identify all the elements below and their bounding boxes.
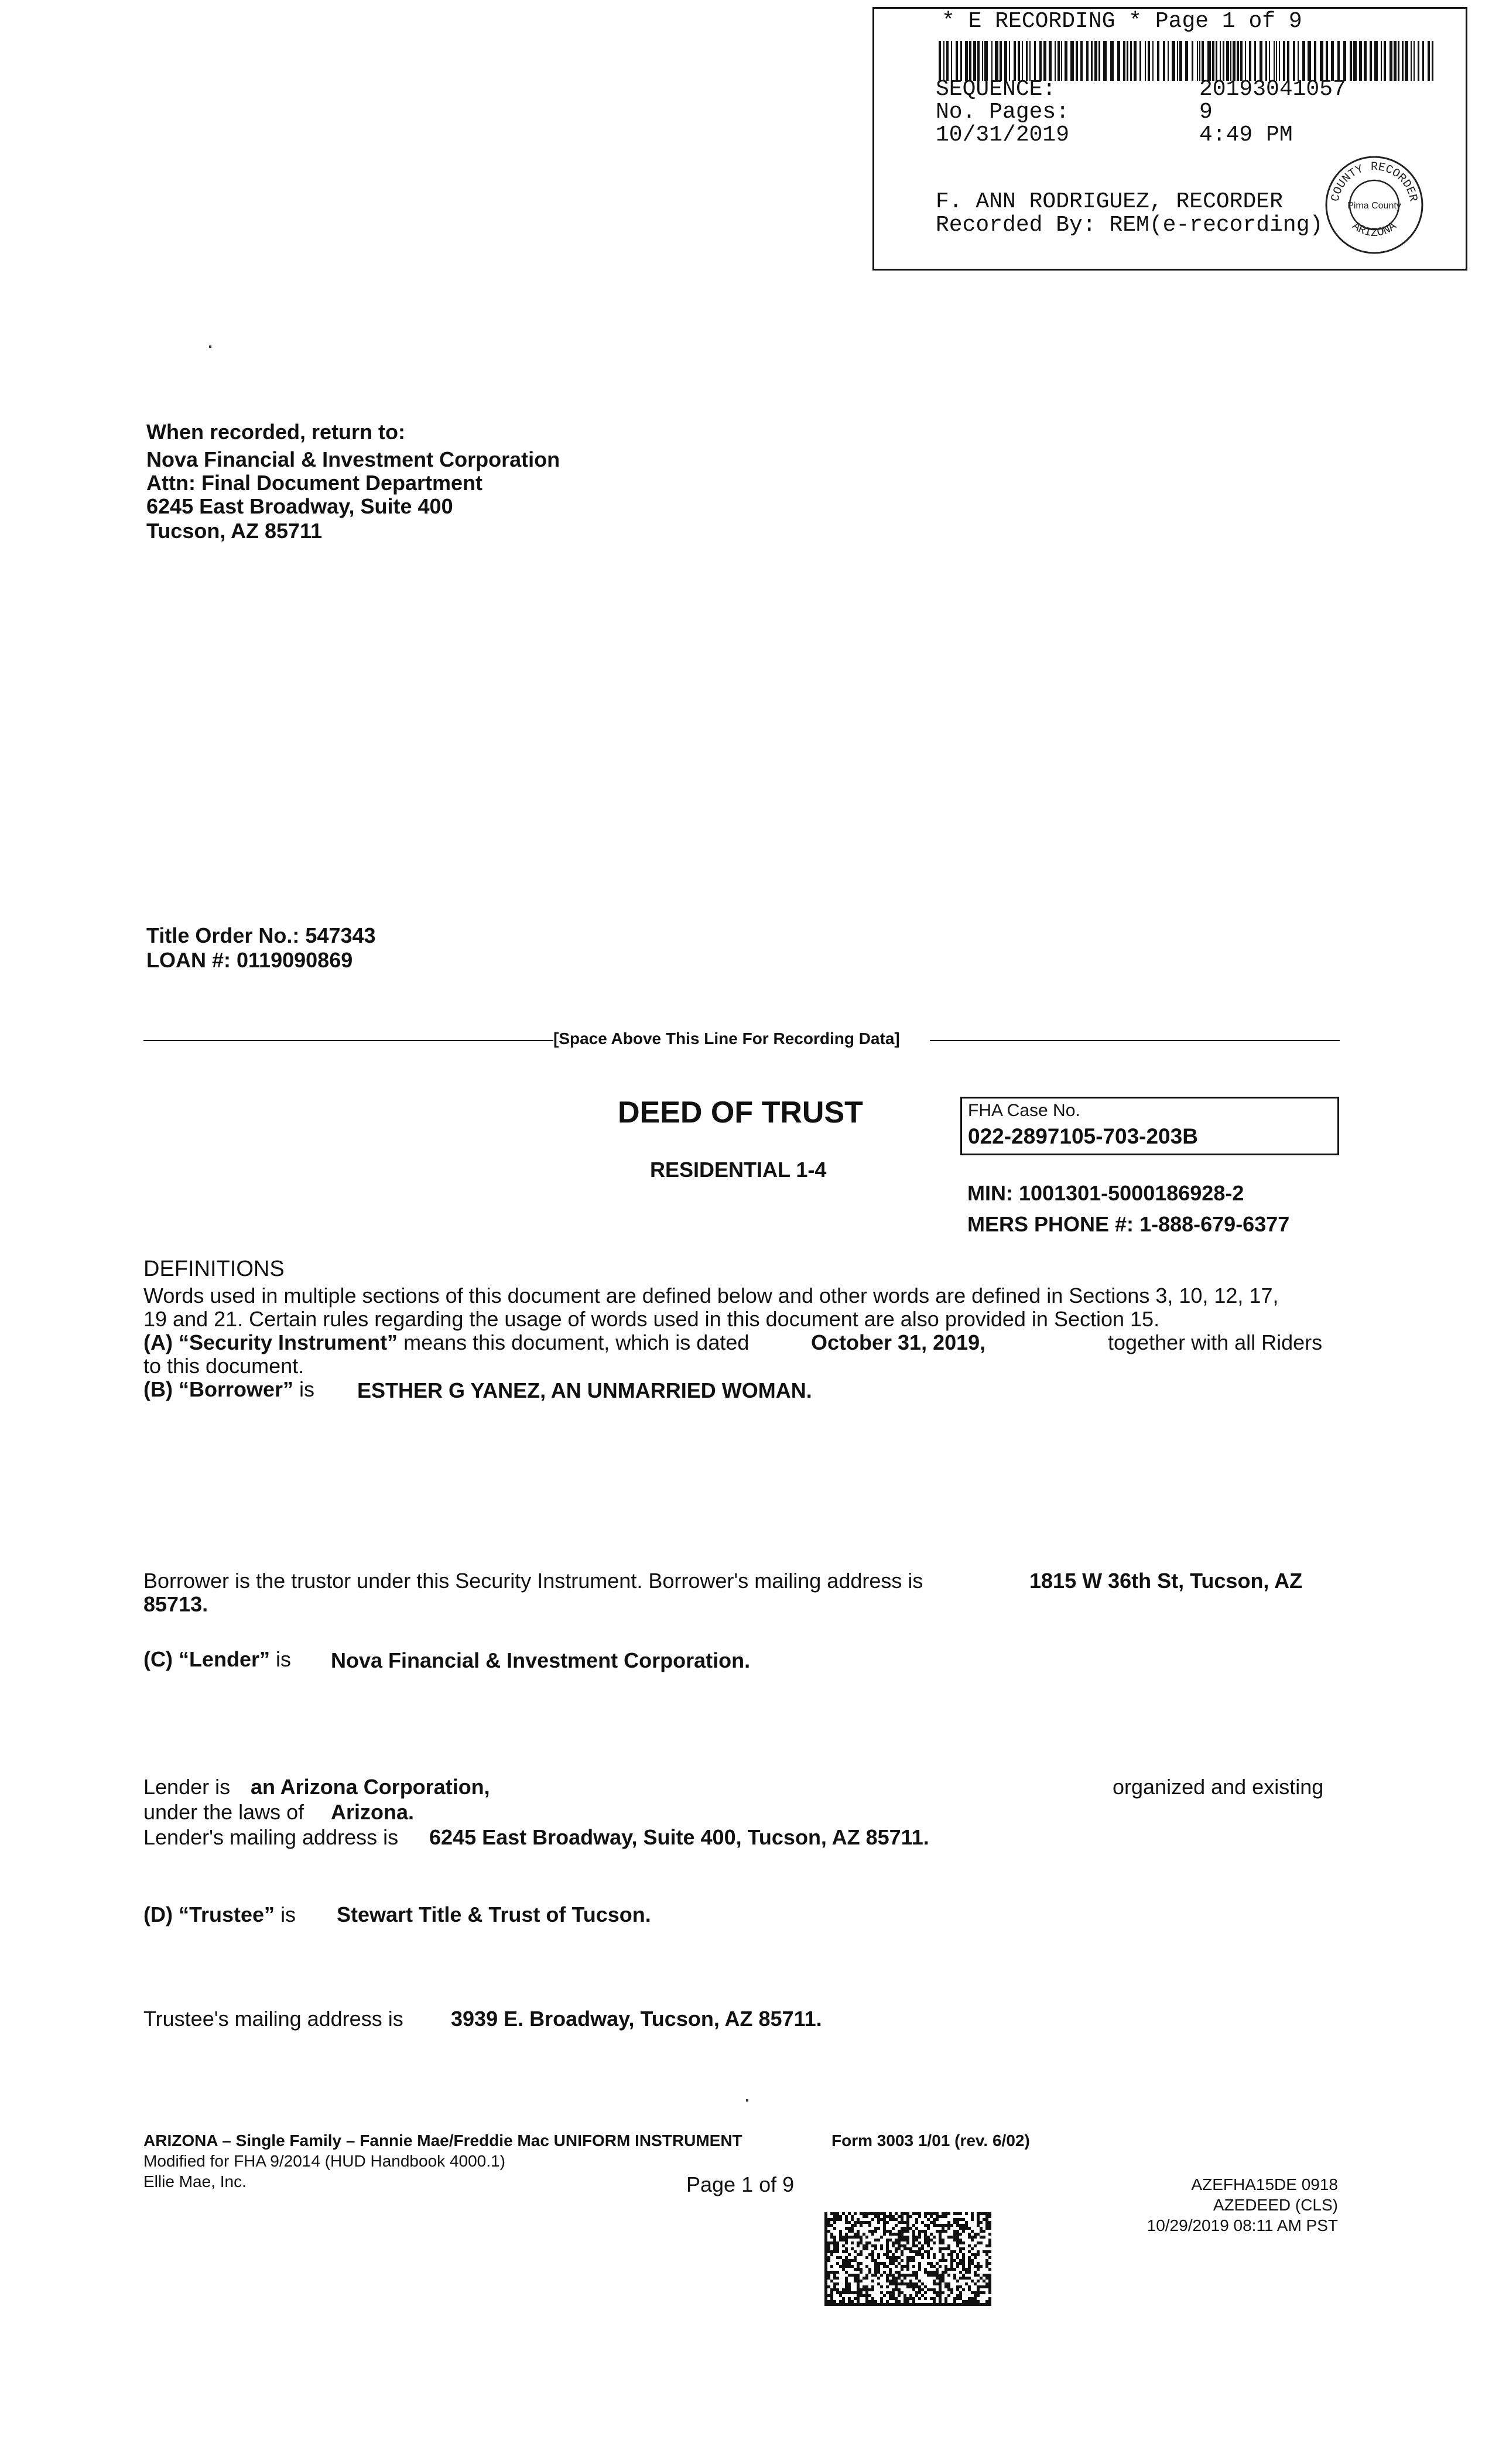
mers-phone [967, 1212, 1289, 1237]
svg-text:COUNTY RECORDER: COUNTY RECORDER [1329, 160, 1420, 203]
definition-a-label: (A) “Security Instrument” [143, 1330, 398, 1354]
lender-name: Nova Financial & Investment Corporation. [331, 1648, 751, 1672]
definition-b [143, 1378, 314, 1401]
trustee-name: Stewart Title & Trust of Tucson. [337, 1902, 651, 1926]
lender-mailing-label: Lender's mailing address is [143, 1825, 399, 1849]
return-line-3: Attn: Final Document Department [146, 471, 483, 495]
stamp-header: * E RECORDING * Page 1 of 9 [942, 9, 1302, 34]
fha-case-number: 022-2897105-703-203B [968, 1124, 1198, 1148]
sequence-label: SEQUENCE: [936, 77, 1056, 102]
loan-label: LOAN #: [146, 948, 231, 972]
definition-d-is: is [280, 1902, 296, 1926]
lender-is: Lender is [143, 1775, 231, 1799]
footer-code-2: AZEDEED (CLS) [1213, 2196, 1338, 2214]
divider-right [930, 1040, 1340, 1041]
pages-value: 9 [1199, 100, 1213, 125]
recorded-by: Recorded By: REM(e-recording) [936, 213, 1323, 238]
recording-time: 4:49 PM [1199, 122, 1293, 148]
definitions-heading: DEFINITIONS [143, 1257, 285, 1281]
fha-case-box [960, 1097, 1339, 1155]
svg-text:ARIZONA: ARIZONA [1349, 220, 1399, 240]
recording-stamp [872, 7, 1467, 271]
footer-form-number: Form 3003 1/01 (rev. 6/02) [831, 2131, 1030, 2150]
min-number [967, 1181, 1244, 1206]
svg-text:Pima County: Pima County [1347, 201, 1401, 211]
sequence-value: 20193041057 [1199, 77, 1346, 102]
borrower-name: ESTHER G YANEZ, AN UNMARRIED WOMAN. [357, 1378, 812, 1402]
speck [746, 2099, 748, 2102]
document-title: DEED OF TRUST [618, 1096, 863, 1130]
recording-space-label: [Space Above This Line For Recording Data] [553, 1029, 900, 1048]
footer-vendor: Ellie Mae, Inc. [143, 2172, 247, 2191]
definition-d [143, 1903, 296, 1926]
trustee-mailing-address: 3939 E. Broadway, Tucson, AZ 85711. [451, 2007, 822, 2031]
lender-state: Arizona. [331, 1800, 415, 1824]
footer-state-line: ARIZONA – Single Family – Fannie Mae/Freddie Mac UNIFORM INSTRUMENT [143, 2131, 742, 2150]
return-line-4: 6245 East Broadway, Suite 400 [146, 494, 453, 518]
trustee-mailing-label: Trustee's mailing address is [143, 2007, 403, 2031]
definition-a-text: means this document, which is dated [403, 1330, 750, 1354]
definition-c-is: is [276, 1647, 292, 1671]
borrower-address-line-2: 85713. [143, 1592, 208, 1616]
return-line-1: When recorded, return to: [146, 420, 406, 444]
footer-modified: Modified for FHA 9/2014 (HUD Handbook 4000.1) [143, 2152, 505, 2170]
lender-mailing-address: 6245 East Broadway, Suite 400, Tucson, AZ 85711. [429, 1825, 929, 1849]
return-line-5: Tucson, AZ 85711 [146, 519, 323, 543]
definition-a-tail: together with all Riders [1108, 1330, 1323, 1354]
mers-phone-label: MERS PHONE #: [967, 1212, 1134, 1236]
definitions-intro-2: 19 and 21. Certain rules regarding the usage of words used in this document are also provided in Section 15. [143, 1307, 1160, 1331]
definition-d-label: (D) “Trustee” [143, 1902, 275, 1926]
fha-case-label: FHA Case No. [968, 1101, 1080, 1120]
title-order-label: Title Order No.: [146, 923, 300, 947]
footer-page-number: Page 1 of 9 [686, 2172, 795, 2196]
lender-organization: an Arizona Corporation, [251, 1775, 490, 1799]
speck [209, 345, 211, 348]
recording-date: 10/31/2019 [936, 122, 1070, 148]
borrower-address-line-1: 1815 W 36th St, Tucson, AZ [1029, 1569, 1303, 1593]
definition-b-label: (B) “Borrower” [143, 1377, 294, 1401]
mers-phone-value: 1-888-679-6377 [1139, 1212, 1290, 1236]
return-line-2: Nova Financial & Investment Corporation [146, 447, 560, 471]
pages-label: No. Pages: [936, 100, 1070, 125]
security-instrument-date: October 31, 2019, [811, 1330, 986, 1354]
definitions-intro-1: Words used in multiple sections of this document are defined below and other words are defined in Sections 3, 10, 12, 17, [143, 1284, 1279, 1308]
definition-a [143, 1331, 749, 1354]
recorder-name: F. ANN RODRIGUEZ, RECORDER [936, 189, 1283, 214]
divider-left [143, 1040, 553, 1041]
loan-value: 0119090869 [237, 948, 353, 972]
title-order-value: 547343 [305, 923, 376, 947]
title-order [146, 924, 376, 947]
county-recorder-seal-icon [1322, 152, 1427, 258]
definition-c-label: (C) “Lender” [143, 1647, 270, 1671]
definition-c [143, 1648, 291, 1671]
datamatrix-code [824, 2212, 991, 2306]
loan-number [146, 949, 352, 972]
definition-b-is: is [299, 1377, 315, 1401]
min-label: MIN: [967, 1181, 1013, 1205]
footer-code-1: AZEFHA15DE 0918 [1191, 2175, 1338, 2193]
document-subtitle: RESIDENTIAL 1-4 [650, 1158, 827, 1182]
definition-a-line2: to this document. [143, 1354, 304, 1378]
min-value: 1001301-5000186928-2 [1019, 1181, 1244, 1205]
footer-printed-date: 10/29/2019 08:11 AM PST [1147, 2216, 1338, 2234]
under-laws-of: under the laws of [143, 1800, 304, 1824]
organized-and-existing: organized and existing [1113, 1775, 1324, 1799]
barcode [939, 41, 1433, 81]
trustor-text: Borrower is the trustor under this Security Instrument. Borrower's mailing address is [143, 1569, 923, 1593]
